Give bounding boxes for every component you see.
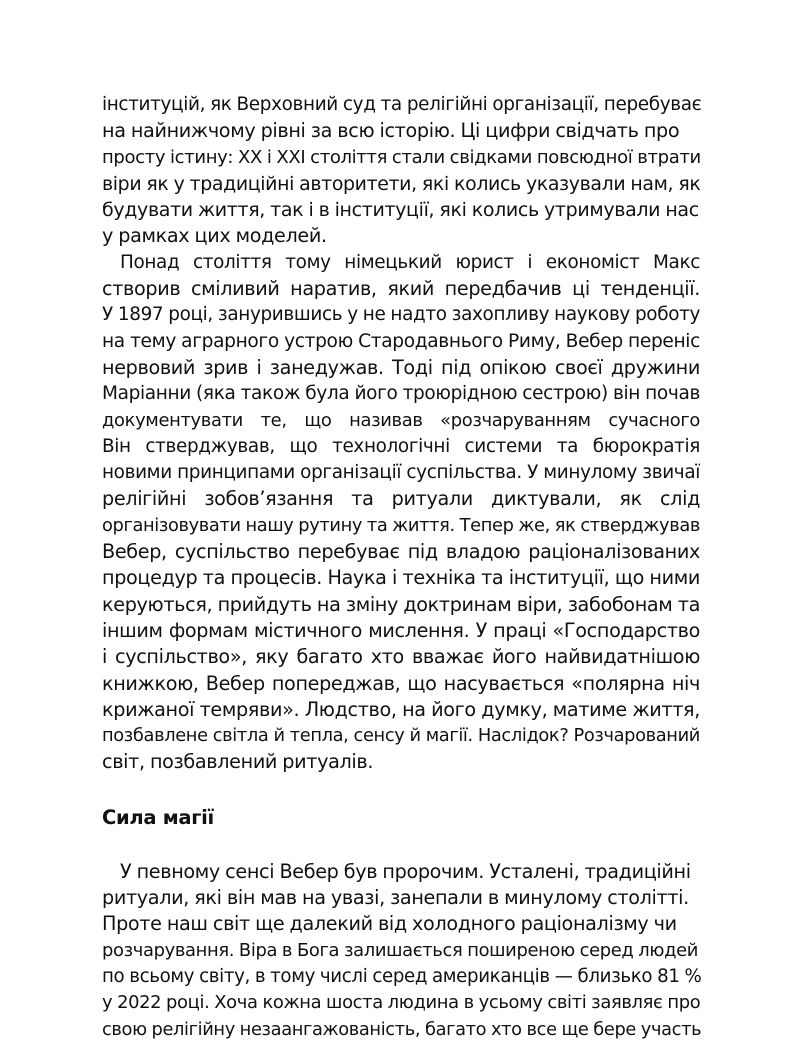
text-line: у 2022 році. Хоча кожна шоста людина в усьому світі заявляє про	[102, 992, 701, 1014]
text-line: Проте наш світ ще далекий від холодного раціоналізму чи	[102, 912, 677, 936]
text-line: Він стверджував, що технологічні системи та бюрократія	[102, 435, 700, 457]
text-line: віри як у традиційні авторитети, які колись указували нам, як	[102, 172, 701, 195]
text-line: Понад століття тому німецький юрист і економіст Макс	[120, 251, 700, 273]
text-line: у рамках цих моделей.	[102, 224, 327, 248]
text-line: книжкою, Вебер попереджав, що насувається «полярна ніч	[102, 671, 700, 695]
text-line: Маріанни (яка також була його троюрідною сестрою) він почав	[102, 383, 700, 405]
document-page	[102, 92, 700, 1043]
text-line: свою релігійну незаангажованість, багато хто все ще бере участь	[102, 1018, 702, 1040]
text-line: У 1897 році, занурившись у не надто захопливу наукову роботу	[102, 304, 700, 326]
text-line: новими принципами організації суспільства. У минулому звичаї	[102, 462, 700, 484]
text-line: керуються, прийдуть на зміну доктринам віри, забобонам та	[102, 592, 700, 616]
text-line: розчарування. Віра в Бога залишається поширеною серед людей	[102, 939, 699, 961]
text-line: процедур та процесів. Наука і техніка та інституції, що ними	[102, 566, 700, 590]
text-line: на найнижчому рівні за всю історію. Ці цифри свідчать про	[102, 119, 680, 143]
text-line: і суспільство», яку багато хто вважає його найвидатнішою	[102, 645, 700, 669]
text-line: просту істину: XX і XXI століття стали свідками повсюдної втрати	[102, 146, 701, 168]
text-line: ритуали, які він мав на увазі, занепали в минулому столітті.	[102, 886, 689, 910]
text-line: позбавлене світла й тепла, сенсу й магії. Наслідок? Розчарований	[102, 725, 700, 747]
paragraph-2	[102, 250, 700, 776]
text-line: Вебер, суспільство перебуває під владою раціоналізованих	[102, 540, 700, 564]
text-line: інституцій, як Верховний суд та релігійні організації, перебуває	[102, 94, 702, 115]
text-line: по всьому світу, в тому числі серед американців — близько 81 %	[102, 965, 702, 987]
paragraph-1	[102, 92, 700, 250]
text-line: релігійні зобов’язання та ритуали диктували, як слід	[102, 487, 700, 511]
paragraph-3	[102, 859, 700, 1043]
text-line: організовувати нашу рутину та життя. Тепер же, як стверджував	[102, 514, 700, 536]
text-line: на тему аграрного устрою Стародавнього Риму, Вебер переніс	[102, 330, 700, 352]
text-line: будувати життя, так і в інституції, які колись утримували нас	[102, 199, 699, 222]
text-line: світ, позбавлений ритуалів.	[102, 750, 374, 774]
text-line: крижаної темряви». Людство, на його думку, матиме життя,	[102, 697, 700, 721]
section-heading: Сила магії	[102, 805, 214, 829]
text-line: У певному сенсі Вебер був пророчим. Усталені, традиційні	[120, 859, 691, 883]
text-line: документувати те, що називав «розчаруванням сучасного	[102, 409, 700, 431]
text-line: нервовий зрив і занедужав. Тоді під опікою своєї дружини	[102, 355, 700, 379]
text-line: створив сміливий наратив, який передбачив ці тенденції.	[102, 277, 700, 301]
text-line: іншим формам містичного мислення. У праці «Господарство	[102, 618, 700, 642]
